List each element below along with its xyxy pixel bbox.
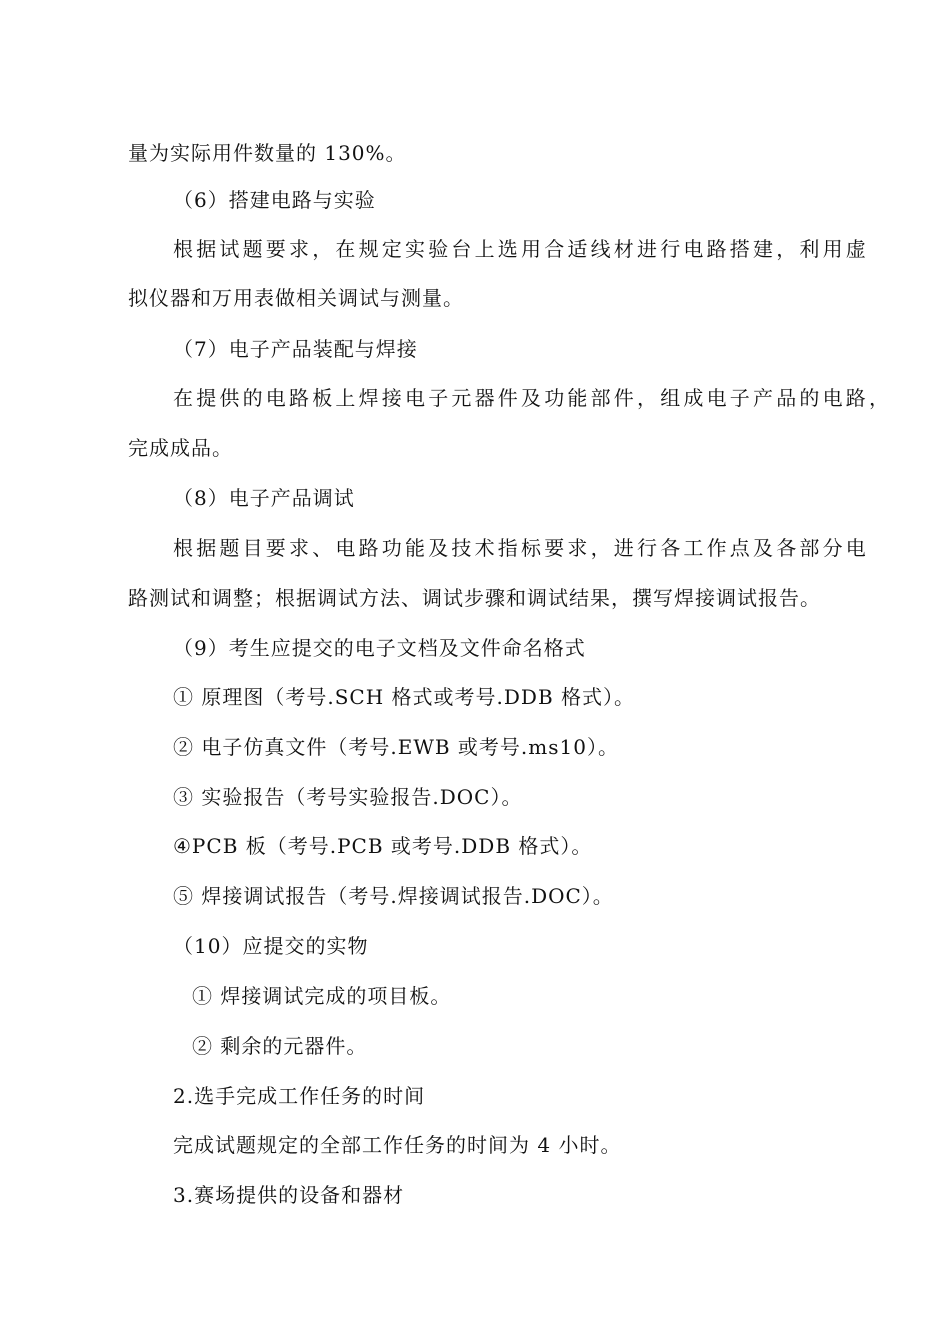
text-line-4: 拟仪器和万用表做相关调试与测量。 (128, 286, 464, 310)
text-line-6: 在提供的电路板上焊接电子元器件及功能部件，组成电子产品的电路， (173, 386, 893, 410)
text-line-21: 完成试题规定的全部工作任务的时间为 4 小时。 (173, 1133, 622, 1157)
text-line-3: 根据试题要求，在规定实验台上选用合适线材进行电路搭建，利用虚 (173, 237, 869, 261)
list-item-4: ④PCB 板（考号.PCB 或考号.DDB 格式）。 (173, 834, 593, 858)
submit-item-1: ① 焊接调试完成的项目板。 (192, 984, 452, 1008)
list-item-2: ② 电子仿真文件（考号.EWB 或考号.ms10）。 (173, 735, 619, 759)
text-line-1: 量为实际用件数量的 130%。 (128, 141, 407, 165)
section-heading-9: （9）考生应提交的电子文档及文件命名格式 (173, 636, 586, 660)
section-heading-10: （10）应提交的实物 (173, 934, 369, 958)
text-line-9: 根据题目要求、电路功能及技术指标要求，进行各工作点及各部分电 (173, 536, 869, 560)
section-heading-2: 2.选手完成工作任务的时间 (173, 1084, 426, 1108)
list-item-5: ⑤ 焊接调试报告（考号.焊接调试报告.DOC）。 (173, 884, 614, 908)
section-heading-8: （8）电子产品调试 (173, 486, 355, 510)
section-heading-6: （6）搭建电路与实验 (173, 188, 376, 212)
submit-item-2: ② 剩余的元器件。 (192, 1034, 368, 1058)
text-line-10: 路测试和调整；根据调试方法、调试步骤和调试结果，撰写焊接调试报告。 (128, 586, 821, 610)
text-line-7: 完成成品。 (128, 436, 233, 460)
list-item-3: ③ 实验报告（考号实验报告.DOC）。 (173, 785, 523, 809)
list-item-1: ① 原理图（考号.SCH 格式或考号.DDB 格式）。 (173, 685, 635, 709)
section-heading-3: 3.赛场提供的设备和器材 (173, 1183, 405, 1207)
section-heading-7: （7）电子产品装配与焊接 (173, 337, 418, 361)
